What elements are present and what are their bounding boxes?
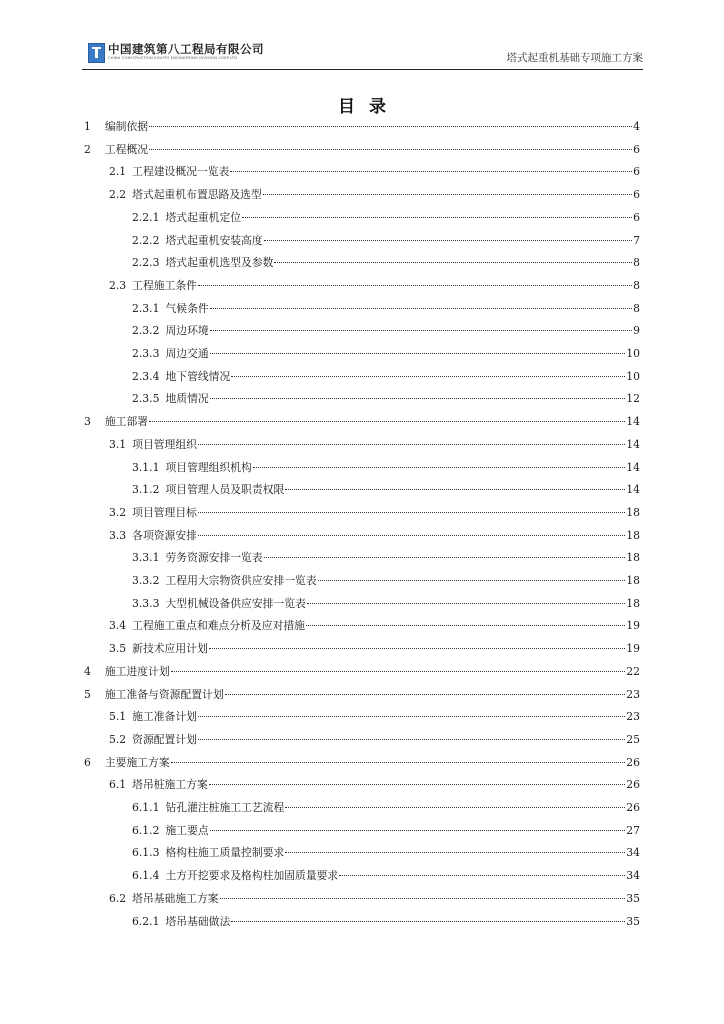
toc-entry-page: 4 (633, 120, 640, 133)
toc-entry-page: 18 (626, 574, 640, 587)
toc-entry-number: 2.2.1 (132, 210, 160, 224)
toc-entry-label: 编制依据 (104, 120, 149, 133)
toc-entry-label: 项目管理人员及职责权限 (165, 483, 285, 497)
toc-entry[interactable] (132, 571, 640, 591)
toc-entry-label: 施工进度计划 (104, 664, 170, 678)
toc-entry-number: 3.1 (109, 437, 127, 451)
toc-entry[interactable] (109, 889, 640, 909)
toc-entry[interactable] (109, 276, 640, 296)
toc-entry-number: 3.4 (109, 619, 127, 633)
toc-entry[interactable] (109, 435, 640, 455)
toc-entry-number: 4 (84, 664, 91, 678)
toc-entry[interactable] (132, 480, 640, 500)
toc-entry-label: 大型机械设备供应安排一览表 (165, 596, 306, 610)
toc-entry-number: 3.3.1 (132, 551, 160, 565)
toc-entry[interactable] (84, 662, 640, 682)
toc-entry-page: 6 (633, 188, 640, 202)
toc-entry-label: 钻孔灌注桩施工工艺流程 (165, 801, 285, 814)
toc-entry-number: 3.3.3 (132, 596, 160, 610)
toc-entry-number: 6.1 (109, 778, 127, 792)
toc-leader-dots (171, 671, 626, 672)
toc-entry-number: 2.3.3 (132, 347, 160, 360)
toc-leader-dots (198, 512, 625, 513)
toc-entry-label: 施工部署 (104, 415, 149, 429)
toc-entry-page: 26 (626, 778, 640, 792)
toc-entry-number: 3.3 (109, 528, 127, 542)
toc-entry-label: 施工准备计划 (132, 710, 197, 724)
toc-leader-dots (263, 194, 632, 195)
toc-entry[interactable] (109, 616, 640, 636)
toc-entry-page: 14 (626, 415, 640, 429)
toc-entry-label: 格构柱施工质量控制要求 (165, 846, 285, 860)
toc-leader-dots (242, 217, 632, 218)
toc-entry[interactable] (132, 866, 640, 886)
toc-entry-page: 12 (626, 392, 640, 406)
toc-entry[interactable] (109, 775, 640, 795)
toc-leader-dots (225, 694, 626, 695)
toc-entry-page: 6 (633, 210, 640, 224)
toc-entry-page: 18 (626, 528, 640, 542)
toc-leader-dots (209, 648, 626, 649)
toc-entry-label: 塔吊基础施工方案 (132, 891, 219, 905)
toc-entry-label: 工程用大宗物资供应安排一览表 (165, 574, 317, 587)
toc-leader-dots (209, 784, 626, 785)
toc-entry-label: 项目管理目标 (132, 505, 197, 519)
toc-leader-dots (198, 739, 625, 740)
toc-entry[interactable] (132, 798, 640, 818)
toc-entry[interactable] (84, 412, 640, 432)
page-header (82, 38, 643, 69)
toc-entry-label: 各项资源安排 (132, 528, 197, 542)
toc-leader-dots (198, 716, 625, 717)
toc-entry-label: 劳务资源安排一览表 (165, 551, 263, 565)
toc-leader-dots (231, 376, 625, 377)
toc-entry-number: 3.5 (109, 642, 127, 656)
toc-entry-label: 项目管理组织机构 (165, 460, 252, 474)
toc-entry-label: 气候条件 (165, 301, 209, 315)
toc-leader-dots (231, 921, 625, 922)
toc-entry-page: 18 (626, 551, 640, 565)
toc-entry-number: 6.1.2 (132, 823, 160, 837)
toc-entry[interactable] (84, 140, 640, 160)
toc-entry-label: 塔吊基础做法 (165, 914, 231, 928)
toc-entry-number: 6.1.4 (132, 869, 160, 883)
toc-entry-number: 1 (84, 120, 91, 133)
toc-entry-label: 地下管线情况 (165, 369, 231, 383)
toc-entry[interactable] (84, 753, 640, 773)
toc-entry-label: 工程概况 (104, 142, 149, 156)
toc-leader-dots (307, 603, 625, 604)
toc-leader-dots (210, 353, 626, 354)
toc-entry-number: 2 (84, 142, 91, 156)
toc-entry-label: 塔式起重机布置思路及选型 (132, 188, 262, 202)
toc-leader-dots (210, 830, 626, 831)
toc-entry-number: 2.2 (109, 188, 127, 202)
toc-entry-page: 26 (626, 801, 640, 814)
toc-entry-page: 8 (633, 256, 640, 270)
toc-entry[interactable] (109, 185, 640, 205)
toc-leader-dots (149, 421, 625, 422)
toc-entry[interactable] (109, 503, 640, 523)
toc-entry-page: 25 (626, 732, 640, 746)
toc-leader-dots (264, 557, 626, 558)
toc-entry[interactable] (84, 685, 640, 705)
toc-leader-dots (210, 330, 632, 331)
toc-entry-number: 6.2.1 (132, 914, 160, 928)
toc-entry-label: 周边环境 (165, 324, 209, 338)
toc-entry-number: 2.3.5 (132, 392, 160, 406)
toc-entry-page: 18 (626, 596, 640, 610)
toc-leader-dots (264, 240, 632, 241)
toc-entry-number: 2.3.4 (132, 369, 160, 383)
toc-leader-dots (285, 807, 625, 808)
toc-entry[interactable] (132, 253, 640, 273)
toc-leader-dots (285, 852, 625, 853)
toc-leader-dots (198, 285, 632, 286)
toc-entry-label: 施工要点 (165, 823, 209, 837)
toc-leader-dots (210, 398, 626, 399)
toc-entry-page: 34 (626, 869, 640, 883)
toc-leader-dots (149, 126, 632, 127)
toc-leader-dots (306, 625, 625, 626)
toc-entry[interactable] (132, 548, 640, 568)
toc-entry-page: 10 (626, 347, 640, 360)
toc-leader-dots (274, 262, 632, 263)
company-name-cn: 中国建筑第八工程局有限公司 (108, 42, 264, 56)
toc-entry[interactable] (132, 458, 640, 478)
toc-entry-number: 6.1.3 (132, 846, 160, 860)
toc-entry-number: 3.1.2 (132, 483, 160, 497)
toc-entry-number: 2.3 (109, 278, 127, 292)
toc-entry-page: 22 (626, 664, 640, 678)
toc-entry-number: 2.2.2 (132, 233, 160, 247)
toc-entry-number: 3 (84, 415, 91, 429)
toc-entry[interactable] (132, 843, 640, 863)
header-divider (82, 69, 643, 70)
toc-entry-page: 7 (633, 233, 640, 247)
toc-entry-page: 8 (633, 278, 640, 292)
toc-entry[interactable] (132, 389, 640, 409)
toc-entry-number: 6.1.1 (132, 801, 160, 814)
toc-entry-number: 2.2.3 (132, 256, 160, 270)
toc-entry-label: 主要施工方案 (104, 755, 170, 769)
toc-heading: 目录 (338, 97, 400, 117)
toc-entry-label: 塔式起重机安装高度 (165, 233, 263, 247)
toc-entry[interactable] (132, 321, 640, 341)
toc-entry-label: 塔吊桩施工方案 (132, 778, 208, 792)
toc-entry-label: 工程施工条件 (132, 278, 197, 292)
toc-entry[interactable] (132, 594, 640, 614)
company-logo-icon (88, 43, 105, 63)
toc-entry-label: 土方开挖要求及格构柱加固质量要求 (165, 869, 339, 883)
toc-entry-label: 地质情况 (165, 392, 209, 406)
toc-entry-page: 26 (626, 755, 640, 769)
toc-entry[interactable] (132, 344, 640, 364)
toc-entry-page: 9 (633, 324, 640, 338)
company-name-en: CHINA CONSTRUCTION EIGHTH ENGINEERING DIVISION CORP.LTD (108, 56, 238, 60)
toc-entry-page: 6 (633, 165, 640, 179)
toc-entry-page: 14 (626, 460, 640, 474)
toc-leader-dots (253, 467, 625, 468)
toc-leader-dots (230, 171, 632, 172)
toc-entry[interactable] (132, 231, 640, 251)
toc-leader-dots (149, 149, 632, 150)
toc-entry[interactable] (132, 299, 640, 319)
toc-entry[interactable] (109, 730, 640, 750)
toc-entry-number: 3.3.2 (132, 574, 160, 587)
toc-entry-page: 27 (626, 823, 640, 837)
toc-entry[interactable] (84, 117, 640, 137)
toc-entry-page: 10 (626, 369, 640, 383)
toc-entry[interactable] (132, 208, 640, 228)
toc-entry-label: 工程施工重点和难点分析及应对措施 (132, 619, 305, 633)
toc-entry-label: 项目管理组织 (132, 437, 197, 451)
toc-entry-page: 35 (626, 891, 640, 905)
toc-entry-page: 18 (626, 505, 640, 519)
toc-leader-dots (198, 535, 625, 536)
toc-entry-label: 周边交通 (165, 347, 209, 360)
toc-entry-label: 资源配置计划 (132, 732, 197, 746)
toc-entry-page: 23 (626, 710, 640, 724)
toc-entry[interactable] (109, 526, 640, 546)
toc-entry-page: 14 (626, 437, 640, 451)
toc-entry-number: 2.3.1 (132, 301, 160, 315)
toc-leader-dots (198, 444, 625, 445)
toc-leader-dots (318, 580, 626, 581)
toc-entry-number: 2.3.2 (132, 324, 160, 338)
document-title: 塔式起重机基础专项施工方案 (506, 52, 643, 64)
toc-entry-label: 工程建设概况一览表 (132, 165, 230, 179)
toc-entry-label: 新技术应用计划 (132, 642, 208, 656)
toc-entry[interactable] (109, 162, 640, 182)
toc-entry-number: 6 (84, 755, 91, 769)
toc-entry[interactable] (109, 707, 640, 727)
toc-entry-page: 14 (626, 483, 640, 497)
toc-entry-number: 5.1 (109, 710, 127, 724)
toc-entry-page: 23 (626, 687, 640, 701)
toc-entry-page: 19 (626, 642, 640, 656)
toc-entry-number: 3.2 (109, 505, 127, 519)
toc-entry-page: 19 (626, 619, 640, 633)
toc-entry[interactable] (132, 367, 640, 387)
toc-entry-label: 塔式起重机定位 (165, 210, 242, 224)
toc-entry-page: 34 (626, 846, 640, 860)
toc-leader-dots (210, 308, 632, 309)
toc-entry-number: 5.2 (109, 732, 127, 746)
toc-entry-page: 6 (633, 142, 640, 156)
toc-leader-dots (285, 489, 625, 490)
toc-entry[interactable] (132, 912, 640, 932)
toc-entry-page: 8 (633, 301, 640, 315)
toc-leader-dots (220, 898, 626, 899)
toc-entry-number: 2.1 (109, 165, 127, 179)
toc-entry-page: 35 (626, 914, 640, 928)
toc-entry[interactable] (109, 639, 640, 659)
toc-leader-dots (339, 875, 625, 876)
toc-entry[interactable] (132, 821, 640, 841)
toc-entry-number: 3.1.1 (132, 460, 160, 474)
toc-entry-label: 塔式起重机选型及参数 (165, 256, 274, 270)
toc-entry-number: 6.2 (109, 891, 127, 905)
toc-entry-label: 施工准备与资源配置计划 (104, 687, 224, 701)
toc-entry-number: 5 (84, 687, 91, 701)
toc-leader-dots (171, 762, 626, 763)
